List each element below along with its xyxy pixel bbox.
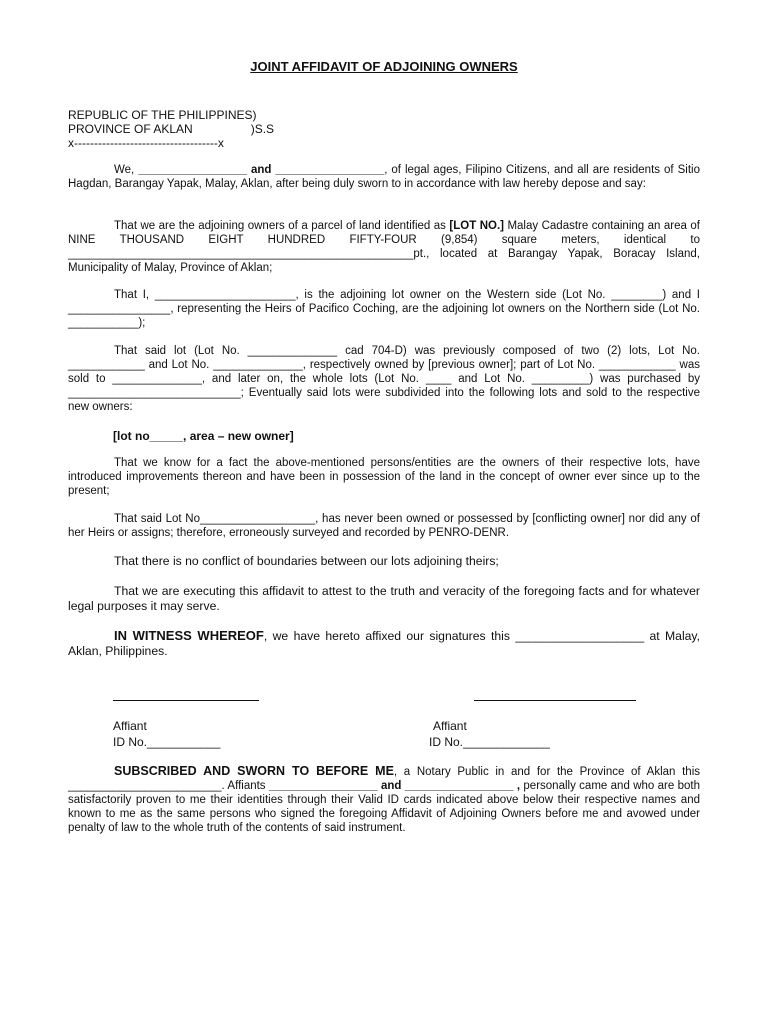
paragraph-lot-history: That said lot (Lot No. ______________ cad 704-D) was previously composed of two (2) lots, Lot No. ____________ and Lot No. ______________, respectively owned by [previous owner]; part of Lot No. ____________ was sold to ______________, and later on, the whole lots (Lot No. ____ and Lot No. _________) was purchased by ___________________________; Eventually said lots were subdivided into the following lots and sold to the respective new owners: [68,345,700,413]
venue-republic: REPUBLIC OF THE PHILIPPINES) [68,108,257,122]
venue-ss: )S.S [250,122,275,136]
left-affiant-label: Affiant [113,719,147,733]
paragraph-never-owned: That said Lot No__________________, has never been owned or possessed by [conflicting owner] nor did any of her Heirs or assigns; therefore, erroneously surveyed and recorded by PENRO-DENR. [68,513,700,539]
paragraph-witness-whereof [68,628,700,659]
paragraph-purpose: That we are executing this affidavit to attest to the truth and veracity of the foregoing facts and for whatever legal purposes it may serve. [68,584,700,613]
p10-text-d: personally came and who are both satisfactorily proven to me their identities through their Valid ID cards indicated above below their respective names and known to me as the same persons who signed the foregoing Affidavit of Adjoining Owners before me and avowed under penalty of law to the whole truth of the contents of said instrument. [68,780,700,834]
p2-text-c: Malay Cadastre containing an area of NINE THOUSAND EIGHT HUNDRED FIFTY-FOUR (9,854) square meters, identical to ______________________________________________________pt., located at Barangay Yapak, Boracay Island, Municipality of Malay, Province of Aklan; [68,220,700,274]
p2-text-a: That we are the adjoining owners of a parcel of land identified as [114,220,450,232]
paragraph-jurat [68,764,700,835]
lot-area-owner-line: [lot no_____, area – new owner] [113,429,294,443]
document-title: JOINT AFFIDAVIT OF ADJOINING OWNERS [250,59,518,74]
subscribed-sworn-heading: SUBSCRIBED AND SWORN TO BEFORE ME [114,764,394,778]
left-signature-line [113,700,259,701]
paragraph-affiants [68,163,700,191]
left-affiant-id: ID No.___________ [113,735,221,749]
paragraph-no-conflict: That there is no conflict of boundaries between our lots adjoining theirs; [114,554,499,568]
venue-province [68,122,274,136]
right-affiant-id: ID No._____________ [429,735,550,749]
lot-no-placeholder: [LOT NO.] [449,220,504,232]
jurat-affiant-blanks: _________________ and _________________ , [268,780,521,792]
venue-separator: x------------------------------------x [68,136,224,150]
right-signature-line [474,700,636,701]
right-affiant-label: Affiant [433,719,467,733]
p10-text-b: , a Notary Public in and for the Province of Aklan this ________________________. Affiants [68,766,700,792]
affiant-names-blank: _________________ and _________________ [138,164,385,176]
p1-text-c: , of legal ages, Filipino Citizens, and all are residents of Sitio Hagdan, Barangay Yapak, Malay, Aklan, after being duly sworn to in accordance with law hereby depose and say: [68,164,701,190]
venue-province-name: PROVINCE OF AKLAN [68,122,193,136]
paragraph-possession: That we know for a fact the above-mentioned persons/entities are the owners of their respective lots, have introduced improvements thereon and have been in possession of the land in the concept of owner ever since up to the present; [68,457,700,497]
paragraph-adjoining-owners: That I, ______________________, is the adjoining lot owner on the Western side (Lot No. ________) and I ________________, representing the Heirs of Pacifico Coching, are the adjoining lot owners on the Northern side (Lot No. ___________); [68,289,700,329]
p9-text-b: , we have hereto affixed our signatures this ___________________ at Malay, Aklan, Philippines. [68,629,701,658]
p1-text-a: We, [114,164,139,176]
witness-whereof-heading: IN WITNESS WHEREOF [114,628,264,643]
paragraph-lot-identification [68,219,700,275]
